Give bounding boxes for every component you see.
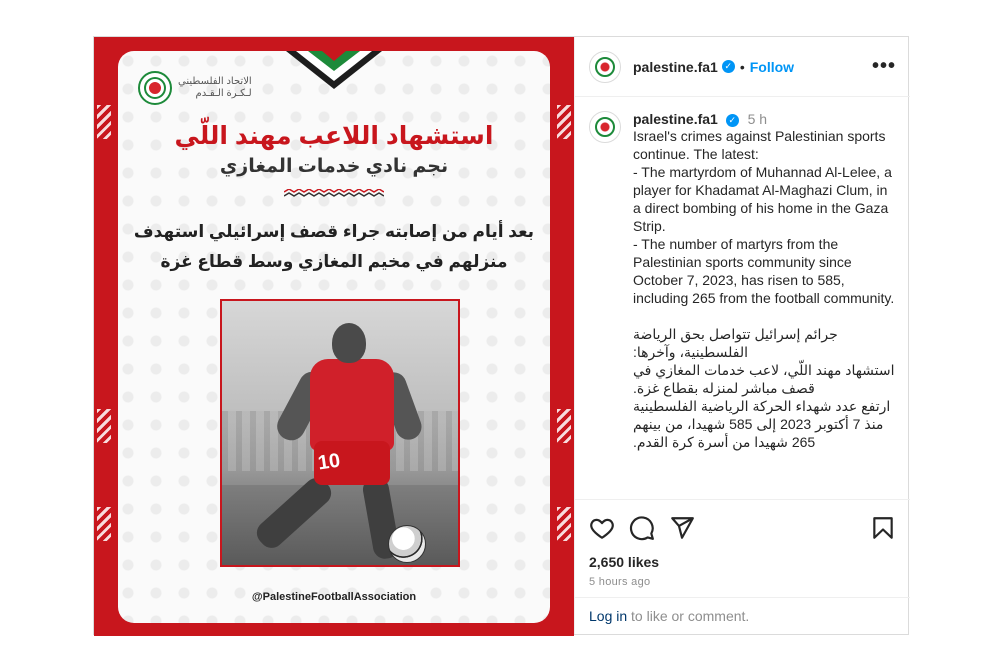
player-photo [220, 299, 460, 567]
instagram-post [93, 36, 909, 635]
header-username[interactable]: palestine.fa1 [633, 58, 718, 75]
comment-icon[interactable] [629, 515, 655, 541]
posted-time[interactable]: 5 hours ago [589, 576, 651, 588]
bookmark-icon[interactable] [870, 515, 896, 541]
announcement-card [118, 51, 550, 623]
more-options-icon[interactable]: ••• [871, 55, 896, 77]
image-handle: @PalestineFootballAssociation [251, 591, 417, 603]
decorative-pattern [97, 507, 111, 541]
logo-text-line1: الاتحاد الفلسطيني [178, 76, 252, 87]
decorative-pattern [557, 409, 571, 443]
avatar[interactable] [589, 51, 621, 83]
login-prompt [575, 597, 910, 634]
verified-badge-icon: ✓ [722, 60, 735, 73]
post-header [575, 37, 910, 97]
post-sidebar [574, 37, 909, 634]
caption-avatar[interactable] [589, 111, 621, 143]
logo-text-line2: لـكـرة الـقـدم [195, 88, 252, 99]
football-icon [388, 525, 426, 563]
federation-emblem-icon [138, 71, 172, 105]
decorative-pattern [557, 105, 571, 139]
post-image[interactable] [94, 37, 574, 636]
image-subheadline: نجم نادي خدمات المغازي [219, 156, 449, 177]
verified-badge-icon: ✓ [726, 114, 739, 127]
login-prompt-text: to like or comment. [627, 608, 750, 624]
heart-icon[interactable] [589, 515, 615, 541]
image-body-text: بعد أيام من إصابته جراء قصف إسرائيلي استهدف منزلهم في مخيم المغازي وسط قطاع غزة [133, 222, 535, 271]
palestine-flag-icon [286, 51, 382, 89]
caption-english: Israel's crimes against Palestinian sports continue. The latest: - The martyrdom of Muhannad Al-Lelee, a player for Khadamat Al-Maghazi Clum, in a direct bombing of his home in the Gaza Strip. - The number of martyrs from the Palestinian sports community since October 7, 2023, has risen to 585, including 265 from the football community. [633, 128, 895, 306]
share-icon[interactable] [669, 515, 695, 541]
follow-button[interactable]: Follow [749, 58, 795, 75]
federation-logo [138, 71, 252, 105]
decorative-pattern [97, 105, 111, 139]
login-link[interactable]: Log in [589, 608, 628, 624]
decorative-pattern [97, 409, 111, 443]
decorative-pattern [557, 507, 571, 541]
caption-username[interactable]: palestine.fa1 [633, 111, 718, 127]
caption-time[interactable]: 5 h [747, 111, 768, 127]
image-headline: استشهاد اللاعب مهند اللّي [174, 122, 494, 150]
jersey-number: 10 [316, 449, 342, 475]
caption-arabic: جرائم إسرائيل تتواصل بحق الرياضة الفلسطينية، وآخرها: استشهاد مهند اللّي، لاعب خدمات المغازي في قصف مباشر لمنزله بقطاع غزة. ارتفع عدد شهداء الحركة الرياضية الفلسطينية منذ 7 أكتوبر 2023 إلى 585 شهيدا، من بينهم 265 شهيدا من أسرة كرة القدم. [633, 326, 895, 450]
caption-area [575, 97, 910, 499]
action-bar [575, 499, 910, 588]
likes-count[interactable]: 2,650 likes [589, 554, 660, 570]
separator-dot: • [739, 58, 745, 75]
zigzag-divider [284, 189, 384, 199]
